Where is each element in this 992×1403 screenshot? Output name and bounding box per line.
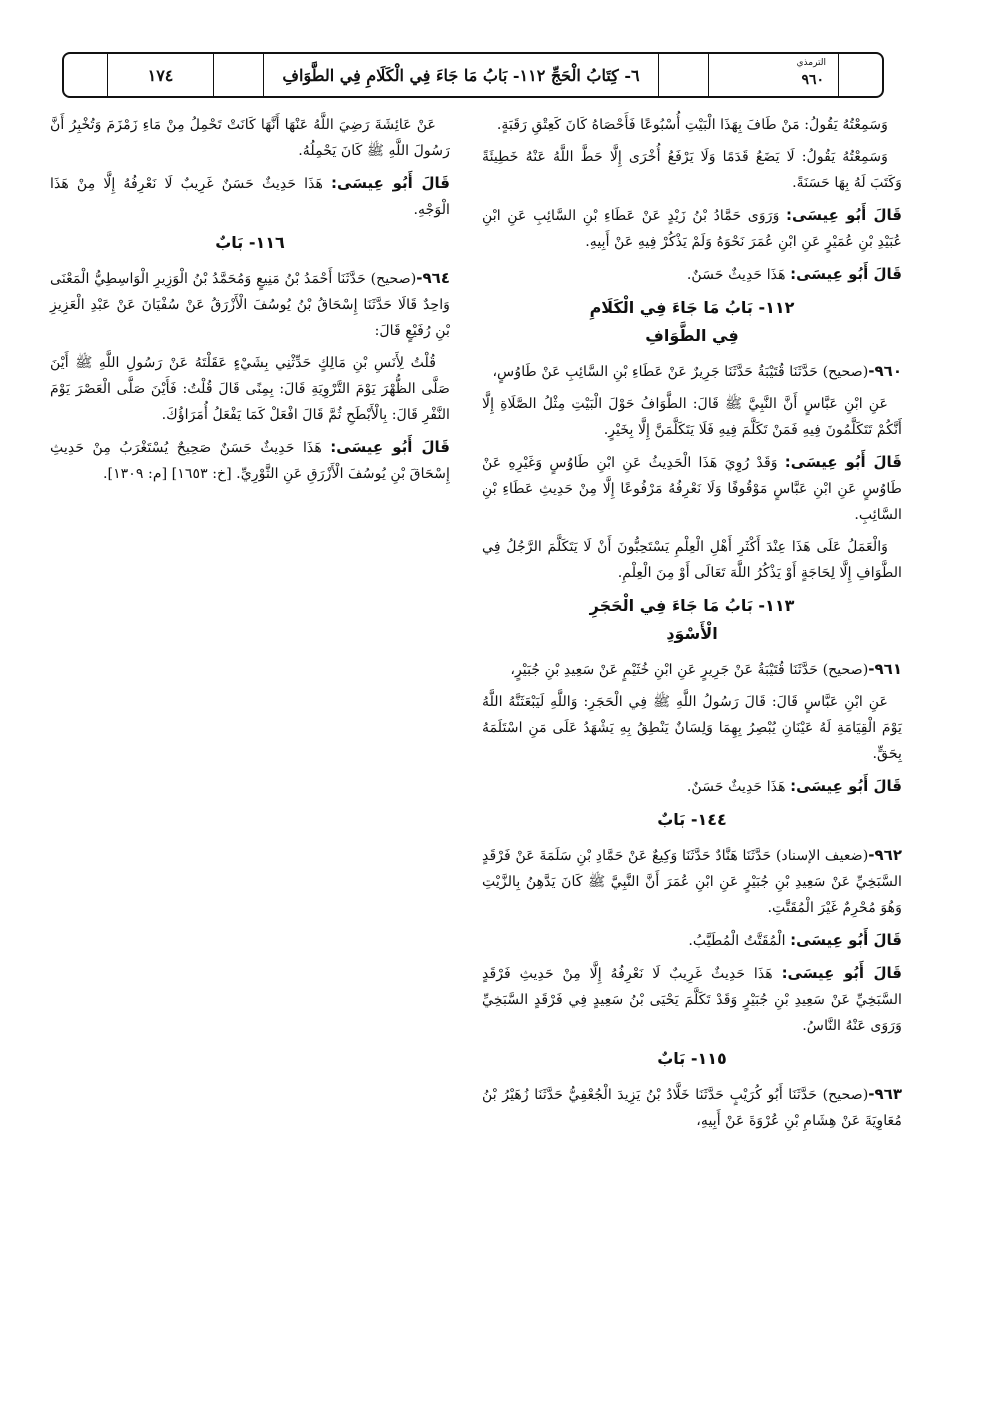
chapter-heading-line: الْأَسْوَدِ [666,624,718,643]
hadith-number: ٩٦٠ [801,72,824,88]
running-title: ٦- كِتَابُ الْحَجِّ ١١٢- بَابُ مَا جَاءَ فِي الْكَلَامِ فِي الطَّوَافِ [263,54,658,96]
right-column [482,112,902,1140]
commentary [50,170,450,223]
hadith [482,358,902,385]
left-column [50,112,450,493]
commentary-text: وَرَوَى حَمَّادُ بْنُ زَيْدٍ عَنْ عَطَاءِ بْنِ السَّائِبِ عَنِ ابْنِ عُبَيْدِ بْنِ عُمَيْرٍ عَنِ ابْنِ عُمَرَ نَحْوَهُ وَلَمْ يَذْكُرْ فِيهِ عَنْ أَبِيهِ. [482,208,902,250]
commentary-label: قَالَ أَبُو عِيسَى: [784,453,903,471]
commentary-label: قَالَ أَبُو عِيسَى: [790,931,902,949]
hadith [482,842,902,921]
commentary-label: قَالَ أَبُو عِيسَى: [786,206,903,224]
commentary-text: هَذَا حَدِيثٌ حَسَنٌ. [686,267,786,283]
chapter-heading-line: فِي الطَّوَافِ [645,326,739,345]
paragraph: عَنْ عَائِشَةَ رَضِيَ اللَّهُ عَنْهَا أَنَّهَا كَانَتْ تَحْمِلُ مِنْ مَاءِ زَمْزَمَ وَتُخْبِرُ أَنَّ رَسُولَ اللَّهِ ﷺ كَانَ يَحْمِلُهُ. [50,117,450,159]
header-cell-left-empty [64,54,107,96]
hadith [482,656,902,683]
chapter-heading-line: ١١٢- بَابُ مَا جَاءَ فِي الْكَلَامِ [589,298,795,317]
commentary-text: هَذَا حَدِيثٌ حَسَنٌ. [686,779,786,795]
commentary [482,927,902,954]
hadith-number: ٩٦٠- [868,362,902,380]
header-cell-empty-2 [213,54,263,96]
paragraph: قُلْتُ لِأَنَسِ بْنِ مَالِكٍ حَدِّثْنِي بِشَيْءٍ عَقَلْتَهُ عَنْ رَسُولِ اللَّهِ ﷺ أَيْنَ صَلَّى الظُّهْرَ يَوْمَ التَّرْوِيَةِ قَالَ: بِمِنًى قَالَ قُلْتُ: فَأَيْنَ صَلَّى الْعَصْرَ يَوْمَ النَّفْرِ قَالَ: بِالْأَبْطَحِ ثُمَّ قَالَ افْعَلْ كَمَا يَفْعَلُ أُمَرَاؤُكَ. [50,355,450,423]
commentary [482,449,902,528]
commentary-label: قَالَ أَبُو عِيسَى: [790,265,902,283]
chapter-heading: ١١٥- بَابٌ [657,1049,727,1068]
commentary-text: هَذَا حَدِيثٌ حَسَنٌ غَرِيبٌ لَا نَعْرِفُهُ إِلَّا مِنْ هَذَا الْوَجْهِ. [50,176,450,218]
commentary-text: هَذَا حَدِيثٌ حَسَنٌ صَحِيحٌ يُسْتَغْرَبُ مِنْ حَدِيثِ إِسْحَاقَ بْنِ يُوسُفَ الْأَزْرَقِ عَنِ الثَّوْرِيِّ. [خ: ١٦٥٣] [م: ١٣٠٩]. [50,440,450,482]
commentary-label: قَالَ أَبُو عِيسَى: [781,964,902,982]
hadith-number: ٩٦٢- [868,846,902,864]
commentary [482,773,902,800]
chapter-heading-line: ١١٣- بَابُ مَا جَاءَ فِي الْحَجَرِ [589,596,795,615]
commentary-label: قَالَ أَبُو عِيسَى: [331,174,450,192]
commentary-label: قَالَ أَبُو عِيسَى: [330,438,451,456]
header-cell-empty [658,54,708,96]
hadith-isnad: (ضعيف الإسناد) حَدَّثَنَا هَنَّادٌ حَدَّثَنَا وَكِيعٌ عَنْ حَمَّادِ بْنِ سَلَمَةَ عَنْ فَرْقَدٍ السَّبَخِيِّ عَنْ سَعِيدِ بْنِ جُبَيْرٍ عَنِ ابْنِ عُمَرَ أَنَّ النَّبِيَّ ﷺ كَانَ يَدَّهِنُ بِالزَّيْتِ وَهُوَ مُحْرِمٌ غَيْرَ الْمُقَتَّتِ. [482,848,902,916]
hadith-number: ٩٦٤- [416,269,450,287]
hadith-isnad: (صحيح) حَدَّثَنَا أَبُو كُرَيْبٍ حَدَّثَنَا خَلَّادُ بْنُ يَزِيدَ الْجُعْفِيُّ حَدَّثَنَا زُهَيْرُ بْنُ مُعَاوِيَةَ عَنْ هِشَامِ بْنِ عُرْوَةَ عَنْ أَبِيهِ، [482,1087,902,1129]
header-cell-right-empty [838,54,882,96]
chapter-heading: ١١٦- بَابٌ [215,233,285,252]
hadith-isnad: (صحيح) حَدَّثَنَا قُتَيْبَةُ عَنْ جَرِيرٍ عَنِ ابْنِ خُثَيْمٍ عَنْ سَعِيدِ بْنِ جُبَيْرٍ، [510,662,869,678]
chapter-heading [482,592,902,648]
commentary-text: وَقَدْ رُوِيَ هَذَا الْحَدِيثُ عَنِ ابْنِ طَاوُسٍ وَغَيْرِهِ عَنْ طَاوُسٍ عَنِ ابْنِ عَبَّاسٍ مَوْقُوفًا وَلَا نَعْرِفُهُ مَرْفُوعًا إِلَّا مِنْ حَدِيثِ عَطَاءِ بْنِ السَّائِبِ. [482,455,902,523]
paragraph: وَسَمِعْتُهُ يَقُولُ: مَنْ طَافَ بِهَذَا الْبَيْتِ أُسْبُوعًا فَأَحْصَاهُ كَانَ كَعِتْقِ رَقَبَةٍ. [496,117,888,133]
hadith [50,265,450,344]
commentary-label: قَالَ أَبُو عِيسَى: [790,777,902,795]
commentary [482,960,902,1039]
paragraph: وَسَمِعْتُهُ يَقُولُ: لَا يَضَعُ قَدَمًا وَلَا يَرْفَعُ أُخْرَى إِلَّا حَطَّ اللَّهُ عَنْهُ خَطِيئَةً وَكَتَبَ لَهُ بِهَا حَسَنَةً. [482,149,902,191]
hadith-number: ٩٦٣- [868,1085,902,1103]
commentary [50,434,450,487]
header-cell-book [708,54,838,96]
hadith [482,1081,902,1134]
hadith-isnad: (صحيح) حَدَّثَنَا أَحْمَدُ بْنُ مَنِيعٍ وَمُحَمَّدُ بْنُ الْوَزِيرِ الْوَاسِطِيُّ الْمَعْنَى وَاحِدٌ قَالَا حَدَّثَنَا إِسْحَاقُ بْنُ يُوسُفَ الْأَزْرَقُ عَنْ سُفْيَانَ عَنْ عَبْدِ الْعَزِيزِ بْنِ رُفَيْعٍ قَالَ: [50,271,450,339]
page-header [62,52,884,98]
page-number: ١٧٤ [107,54,213,96]
chapter-heading: ١٤٤- بَابٌ [657,810,727,829]
hadith-number: ٩٦١- [868,660,902,678]
chapter-heading [482,294,902,350]
book-name: الترمذي [796,58,826,68]
commentary [482,202,902,255]
commentary-text: هَذَا حَدِيثٌ غَرِيبٌ لَا نَعْرِفُهُ إِلَّا مِنْ حَدِيثِ فَرْقَدٍ السَّبَخِيِّ عَنْ سَعِيدِ بْنِ جُبَيْرٍ وَقَدْ تَكَلَّمَ يَحْيَى بْنُ سَعِيدٍ فِي فَرْقَدٍ السَّبَخِيِّ وَرَوَى عَنْهُ النَّاسُ. [482,966,902,1034]
paragraph: عَنِ ابْنِ عَبَّاسٍ أَنَّ النَّبِيَّ ﷺ قَالَ: الطَّوَافُ حَوْلَ الْبَيْتِ مِثْلُ الصَّلَاةِ إِلَّا أَنَّكُمْ تَتَكَلَّمُونَ فِيهِ فَمَنْ تَكَلَّمَ فِيهِ فَلَا يَتَكَلَّمَنَّ إِلَّا بِخَيْرٍ. [482,396,902,438]
paragraph: وَالْعَمَلُ عَلَى هَذَا عِنْدَ أَكْثَرِ أَهْلِ الْعِلْمِ يَسْتَحِبُّونَ أَنْ لَا يَتَكَلَّمَ الرَّجُلُ فِي الطَّوَافِ إِلَّا لِحَاجَةٍ أَوْ يَذْكُرُ اللَّهَ تَعَالَى أَوْ مِنَ الْعِلْمِ. [482,539,902,581]
commentary-text: الْمُقَتَّتُ الْمُطَيَّبُ. [688,933,786,949]
hadith-isnad: (صحيح) حَدَّثَنَا قُتَيْبَةُ حَدَّثَنَا جَرِيرٌ عَنْ عَطَاءِ بْنِ السَّائِبِ عَنْ طَاوُسٍ، [492,364,869,380]
commentary [482,261,902,288]
paragraph: عَنِ ابْنِ عَبَّاسٍ قَالَ: قَالَ رَسُولُ اللَّهِ ﷺ فِي الْحَجَرِ: وَاللَّهِ لَيَبْعَثَنَّهُ اللَّهُ يَوْمَ الْقِيَامَةِ لَهُ عَيْنَانِ يُبْصِرُ بِهِمَا وَلِسَانٌ يَنْطِقُ بِهِ يَشْهَدُ عَلَى مَنِ اسْتَلَمَهُ بِحَقٍّ. [482,694,902,762]
